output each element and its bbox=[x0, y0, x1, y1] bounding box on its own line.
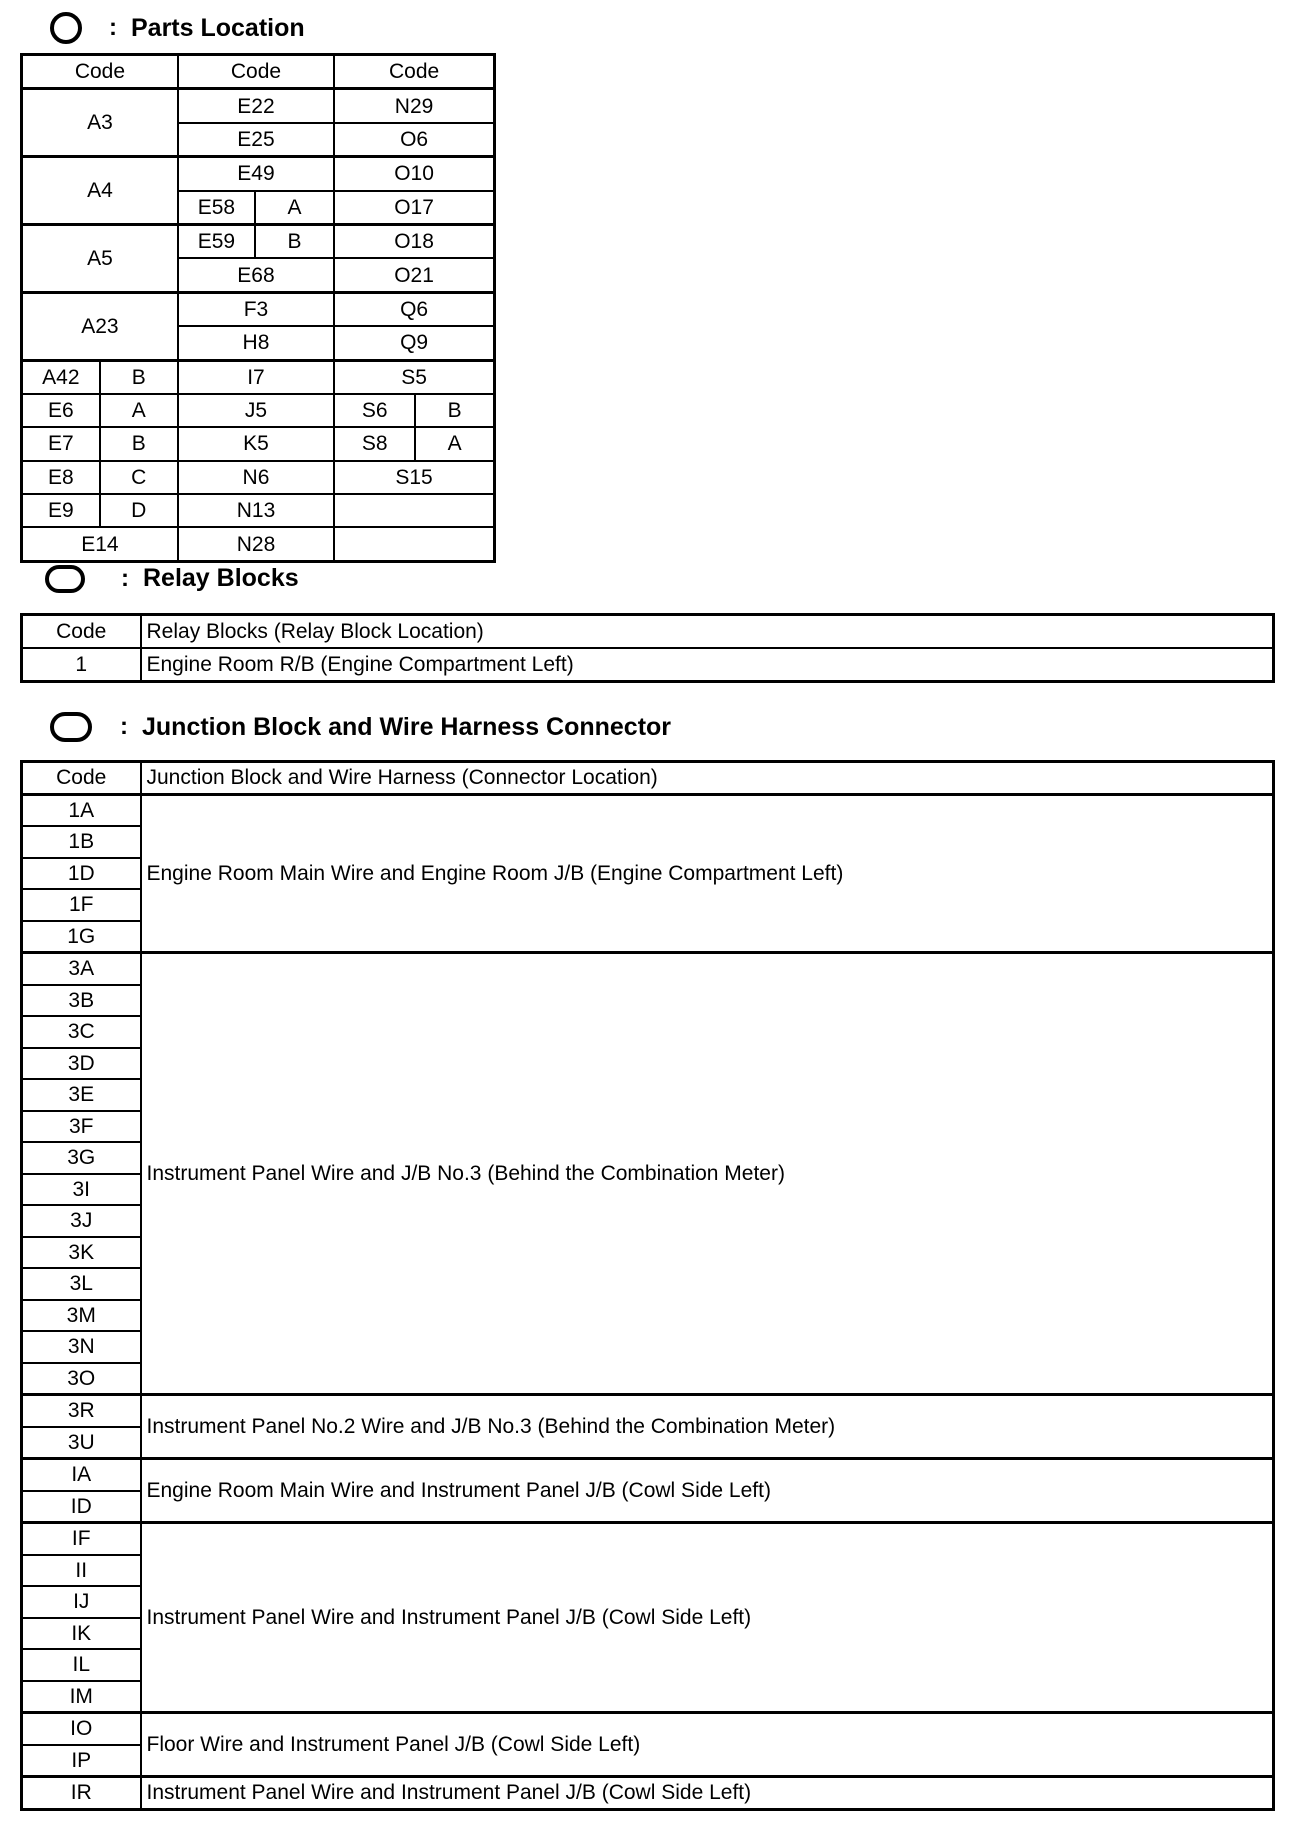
part-code: S5 bbox=[334, 360, 494, 394]
connector-code: IP bbox=[22, 1745, 141, 1777]
connector-code: IJ bbox=[22, 1586, 141, 1618]
connector-code: IL bbox=[22, 1649, 141, 1681]
part-code: E59 bbox=[178, 224, 255, 258]
part-code: O10 bbox=[334, 157, 494, 191]
connector-code: 3R bbox=[22, 1395, 141, 1427]
connector-code: IK bbox=[22, 1618, 141, 1650]
part-code: S6 bbox=[334, 394, 415, 427]
junction-title: Junction Block and Wire Harness Connector bbox=[142, 712, 672, 741]
connector-code: 3U bbox=[22, 1427, 141, 1459]
connector-code: 3G bbox=[22, 1142, 141, 1174]
header-code: Code bbox=[334, 55, 494, 89]
part-code: H8 bbox=[178, 326, 334, 360]
header-description: Relay Blocks (Relay Block Location) bbox=[141, 615, 1274, 649]
connector-code: IO bbox=[22, 1713, 141, 1745]
empty-cell bbox=[334, 527, 494, 561]
part-suffix: A bbox=[100, 394, 178, 427]
junction-colon: : bbox=[120, 713, 128, 740]
oval-symbol-icon bbox=[50, 712, 92, 742]
part-suffix: A bbox=[255, 191, 334, 225]
part-code: E8 bbox=[22, 461, 100, 494]
connector-code: 1G bbox=[22, 921, 141, 953]
connector-code: 3C bbox=[22, 1016, 141, 1048]
part-code: O6 bbox=[334, 123, 494, 157]
empty-cell bbox=[334, 494, 494, 527]
part-suffix: A bbox=[415, 427, 494, 460]
connector-code: 3B bbox=[22, 985, 141, 1017]
part-code: F3 bbox=[178, 292, 334, 326]
parts-location-colon: : bbox=[109, 14, 117, 41]
part-code: S8 bbox=[334, 427, 415, 460]
part-suffix: B bbox=[415, 394, 494, 427]
relay-blocks-heading bbox=[45, 564, 299, 593]
connector-code: IF bbox=[22, 1523, 141, 1555]
part-code: E68 bbox=[178, 258, 334, 292]
connector-code: IM bbox=[22, 1681, 141, 1713]
part-code: I7 bbox=[178, 360, 334, 394]
connector-code: 3F bbox=[22, 1111, 141, 1143]
part-code: E6 bbox=[22, 394, 100, 427]
connector-location: Instrument Panel No.2 Wire and J/B No.3 (Behind the Combination Meter) bbox=[141, 1395, 1274, 1459]
part-code: N6 bbox=[178, 461, 334, 494]
connector-code: 1A bbox=[22, 794, 141, 826]
relay-blocks-title: Relay Blocks bbox=[143, 564, 299, 592]
rounded-rect-symbol-icon bbox=[45, 565, 85, 593]
part-code: E22 bbox=[178, 89, 334, 123]
part-code: A4 bbox=[22, 157, 178, 225]
part-code: N28 bbox=[178, 527, 334, 561]
connector-code: 3D bbox=[22, 1048, 141, 1080]
connector-code: 1F bbox=[22, 889, 141, 921]
connector-code: 3A bbox=[22, 953, 141, 985]
connector-code: 3K bbox=[22, 1237, 141, 1269]
circle-symbol-icon bbox=[50, 12, 82, 44]
connector-code: IR bbox=[22, 1777, 141, 1810]
connector-location: Instrument Panel Wire and J/B No.3 (Behind the Combination Meter) bbox=[141, 953, 1274, 1395]
part-code: K5 bbox=[178, 427, 334, 460]
part-code: S15 bbox=[334, 461, 494, 494]
part-suffix: B bbox=[100, 360, 178, 394]
part-suffix: B bbox=[100, 427, 178, 460]
part-suffix: D bbox=[100, 494, 178, 527]
connector-code: II bbox=[22, 1555, 141, 1587]
relay-block-description: Engine Room R/B (Engine Compartment Left) bbox=[141, 648, 1274, 682]
part-suffix: B bbox=[255, 224, 334, 258]
part-code: N13 bbox=[178, 494, 334, 527]
parts-location-heading bbox=[50, 12, 305, 44]
connector-location: Instrument Panel Wire and Instrument Panel J/B (Cowl Side Left) bbox=[141, 1777, 1274, 1810]
header-description: Junction Block and Wire Harness (Connector Location) bbox=[141, 762, 1274, 795]
connector-code: 1B bbox=[22, 826, 141, 858]
connector-code: 1D bbox=[22, 858, 141, 890]
header-code: Code bbox=[22, 55, 178, 89]
connector-location: Engine Room Main Wire and Instrument Panel J/B (Cowl Side Left) bbox=[141, 1459, 1274, 1523]
part-code: E7 bbox=[22, 427, 100, 460]
relay-block-code: 1 bbox=[22, 648, 141, 682]
parts-location-table bbox=[20, 53, 496, 563]
part-code: O21 bbox=[334, 258, 494, 292]
connector-code: 3J bbox=[22, 1205, 141, 1237]
connector-location: Engine Room Main Wire and Engine Room J/B (Engine Compartment Left) bbox=[141, 794, 1274, 953]
relay-blocks-table bbox=[20, 613, 1275, 683]
relay-blocks-colon: : bbox=[121, 564, 129, 592]
connector-code: 3I bbox=[22, 1174, 141, 1206]
connector-code: 3M bbox=[22, 1300, 141, 1332]
connector-code: IA bbox=[22, 1459, 141, 1491]
header-code: Code bbox=[178, 55, 334, 89]
part-code: E14 bbox=[22, 527, 178, 561]
connector-code: 3N bbox=[22, 1331, 141, 1363]
part-code: J5 bbox=[178, 394, 334, 427]
parts-location-title: Parts Location bbox=[131, 13, 305, 42]
part-code: A23 bbox=[22, 292, 178, 360]
part-code: Q6 bbox=[334, 292, 494, 326]
part-code: A42 bbox=[22, 360, 100, 394]
connector-code: 3O bbox=[22, 1363, 141, 1395]
junction-heading bbox=[50, 712, 671, 742]
connector-code: 3L bbox=[22, 1268, 141, 1300]
part-code: A3 bbox=[22, 89, 178, 157]
part-suffix: C bbox=[100, 461, 178, 494]
connector-location: Floor Wire and Instrument Panel J/B (Cowl Side Left) bbox=[141, 1713, 1274, 1777]
connector-code: ID bbox=[22, 1491, 141, 1523]
part-code: E9 bbox=[22, 494, 100, 527]
header-code: Code bbox=[22, 762, 141, 795]
part-code: A5 bbox=[22, 224, 178, 292]
part-code: E49 bbox=[178, 157, 334, 191]
connector-location: Instrument Panel Wire and Instrument Panel J/B (Cowl Side Left) bbox=[141, 1523, 1274, 1713]
header-code: Code bbox=[22, 615, 141, 649]
part-code: N29 bbox=[334, 89, 494, 123]
connector-code: 3E bbox=[22, 1079, 141, 1111]
part-code: O17 bbox=[334, 191, 494, 225]
junction-block-table bbox=[20, 760, 1275, 1811]
part-code: Q9 bbox=[334, 326, 494, 360]
part-code: E58 bbox=[178, 191, 255, 225]
part-code: O18 bbox=[334, 224, 494, 258]
part-code: E25 bbox=[178, 123, 334, 157]
